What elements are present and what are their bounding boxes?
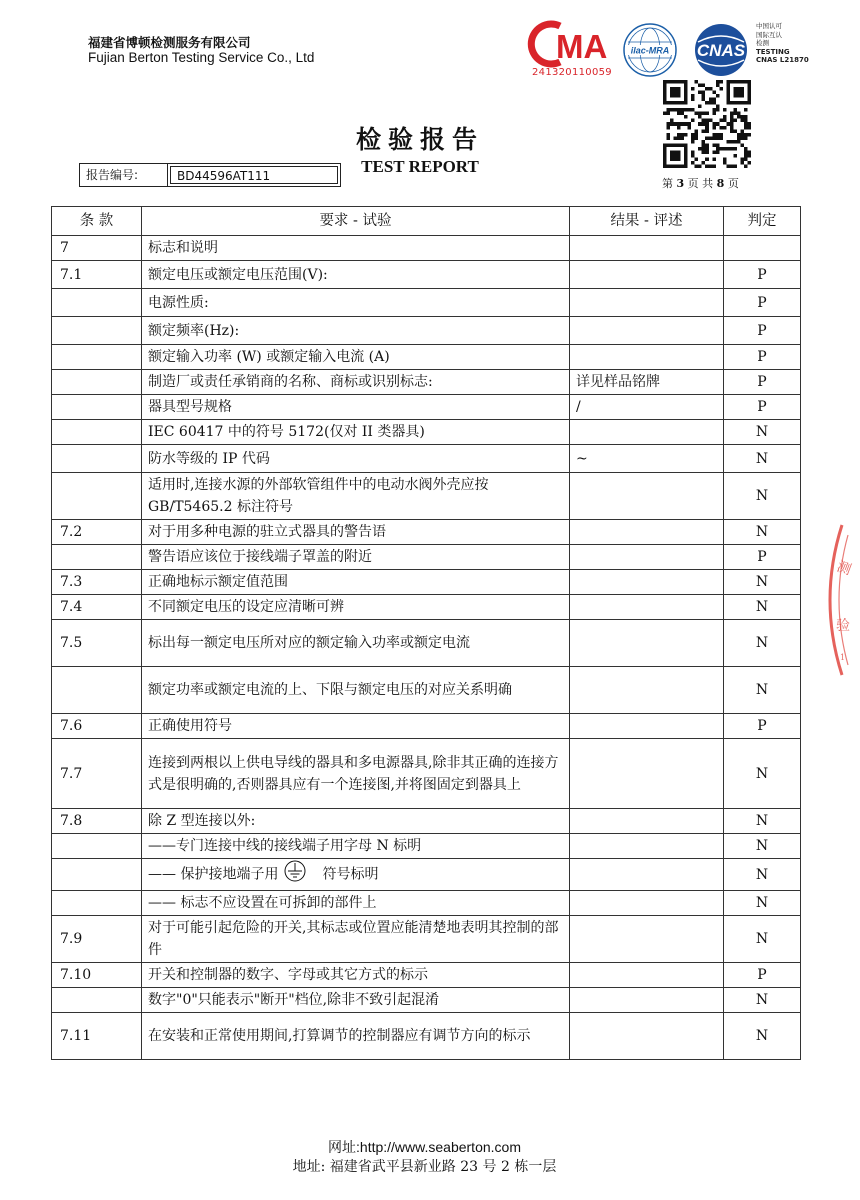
result-cell: [570, 595, 724, 620]
report-number-box: [79, 163, 341, 187]
requirement-cell: 额定频率(Hz):: [142, 317, 570, 345]
requirement-cell: 防水等级的 IP 代码: [142, 445, 570, 473]
clause-cell: 7.1: [52, 261, 142, 289]
protective-earth-icon: [284, 860, 306, 889]
table-row: [52, 317, 801, 345]
clause-cell: [52, 859, 142, 891]
cnas-accreditation-text: 中国认可 国际互认 检测 TESTING CNAS L21870: [756, 22, 809, 65]
clause-cell: [52, 667, 142, 714]
clause-cell: [52, 445, 142, 473]
result-cell: [570, 345, 724, 370]
clause-cell: [52, 473, 142, 520]
svg-text:MA: MA: [556, 28, 608, 65]
header-requirement: 要求 - 试验: [142, 207, 570, 236]
table-row: [52, 420, 801, 445]
requirement-cell: 正确使用符号: [142, 714, 570, 739]
result-cell: [570, 620, 724, 667]
requirement-cell: 电源性质:: [142, 289, 570, 317]
verdict-cell: [724, 236, 801, 261]
table-row: [52, 370, 801, 395]
svg-text:CNAS: CNAS: [696, 41, 746, 60]
svg-text:1: 1: [840, 653, 846, 662]
clause-cell: [52, 891, 142, 916]
report-number-label: 报告编号:: [80, 164, 168, 186]
ilac-mra-logo: [622, 22, 678, 82]
table-row: [52, 473, 801, 520]
header-clause: 条 款: [52, 207, 142, 236]
requirement-cell: 额定输入功率 (W) 或额定输入电流 (A): [142, 345, 570, 370]
clause-cell: [52, 370, 142, 395]
table-row: [52, 739, 801, 809]
clause-cell: [52, 420, 142, 445]
verdict-cell: N: [724, 891, 801, 916]
requirement-cell: 对于可能引起危险的开关,其标志或位置应能清楚地表明其控制的部件: [142, 916, 570, 963]
clause-cell: 7.8: [52, 809, 142, 834]
result-cell: ~: [570, 445, 724, 473]
verdict-cell: N: [724, 859, 801, 891]
requirement-cell: [142, 859, 570, 891]
table-row: [52, 289, 801, 317]
table-row: [52, 1013, 801, 1060]
clause-cell: 7.7: [52, 739, 142, 809]
requirement-text-post: 符号标明: [322, 866, 379, 883]
verdict-cell: N: [724, 473, 801, 520]
test-results-table: [51, 206, 801, 1060]
requirement-cell: 器具型号规格: [142, 395, 570, 420]
verdict-cell: N: [724, 916, 801, 963]
verdict-cell: P: [724, 317, 801, 345]
table-row: [52, 545, 801, 570]
requirement-cell: 在安装和正常使用期间,打算调节的控制器应有调节方向的标示: [142, 1013, 570, 1060]
requirement-cell: 连接到两根以上供电导线的器具和多电源器具,除非其正确的连接方式是很明确的,否则器具应有一个连接图,并将图固定到器具上: [142, 739, 570, 809]
verdict-cell: N: [724, 834, 801, 859]
table-row: [52, 834, 801, 859]
result-cell: [570, 473, 724, 520]
requirement-text-pre: —— 保护接地端子用: [148, 866, 279, 883]
clause-cell: 7.9: [52, 916, 142, 963]
page-total: 8: [716, 177, 725, 190]
verdict-cell: N: [724, 667, 801, 714]
verdict-cell: P: [724, 345, 801, 370]
verdict-cell: N: [724, 520, 801, 545]
table-row: [52, 667, 801, 714]
page-footer: [0, 1137, 849, 1177]
svg-text:验: 验: [836, 618, 850, 634]
table-row: [52, 620, 801, 667]
accreditation-logos: [530, 20, 810, 82]
table-row: [52, 988, 801, 1013]
result-cell: [570, 809, 724, 834]
result-cell: [570, 988, 724, 1013]
table-row: [52, 595, 801, 620]
qr-code: [662, 80, 752, 168]
verdict-cell: P: [724, 545, 801, 570]
table-row: [52, 236, 801, 261]
cma-number: 241320110059: [532, 67, 612, 78]
result-cell: [570, 520, 724, 545]
clause-cell: [52, 289, 142, 317]
svg-text:ilac-MRA: ilac-MRA: [630, 45, 670, 56]
header-verdict: 判定: [724, 207, 801, 236]
clause-cell: [52, 988, 142, 1013]
verdict-cell: P: [724, 395, 801, 420]
table-row: [52, 261, 801, 289]
svg-text:测: 测: [834, 558, 854, 579]
report-title-en: TEST REPORT: [361, 157, 479, 176]
clause-cell: 7.11: [52, 1013, 142, 1060]
result-cell: [570, 963, 724, 988]
result-cell: /: [570, 395, 724, 420]
result-cell: [570, 1013, 724, 1060]
table-row: [52, 520, 801, 545]
result-cell: [570, 420, 724, 445]
footer-website: 网址:http://www.seaberton.com: [328, 1139, 521, 1155]
footer-address: 地址: 福建省武平县新业路 23 号 2 栋一层: [292, 1159, 557, 1175]
clause-cell: 7.6: [52, 714, 142, 739]
result-cell: [570, 739, 724, 809]
result-cell: [570, 714, 724, 739]
company-name-en: Fujian Berton Testing Service Co., Ltd: [88, 50, 315, 66]
clause-cell: [52, 395, 142, 420]
table-header-row: [52, 207, 801, 236]
result-cell: [570, 545, 724, 570]
verdict-cell: N: [724, 1013, 801, 1060]
verdict-cell: P: [724, 714, 801, 739]
result-cell: [570, 317, 724, 345]
verdict-cell: N: [724, 420, 801, 445]
verdict-cell: N: [724, 809, 801, 834]
requirement-cell: 标志和说明: [142, 236, 570, 261]
table-row: [52, 859, 801, 891]
result-cell: [570, 667, 724, 714]
requirement-cell: IEC 60417 中的符号 5172(仅对 II 类器具): [142, 420, 570, 445]
page-number: 第 3 页 共 8 页: [662, 177, 739, 190]
result-cell: [570, 859, 724, 891]
requirement-cell: 额定功率或额定电流的上、下限与额定电压的对应关系明确: [142, 667, 570, 714]
requirement-cell: 制造厂或责任承销商的名称、商标或识别标志:: [142, 370, 570, 395]
requirement-cell: 警告语应该位于接线端子罩盖的附近: [142, 545, 570, 570]
result-cell: [570, 891, 724, 916]
verdict-cell: N: [724, 620, 801, 667]
clause-cell: [52, 345, 142, 370]
clause-cell: [52, 834, 142, 859]
clause-cell: [52, 317, 142, 345]
table-row: [52, 395, 801, 420]
result-cell: [570, 570, 724, 595]
result-cell: [570, 261, 724, 289]
table-row: [52, 714, 801, 739]
table-row: [52, 916, 801, 963]
inspection-seal-stamp: [820, 520, 860, 680]
clause-cell: 7: [52, 236, 142, 261]
table-row: [52, 570, 801, 595]
table-row: [52, 891, 801, 916]
requirement-cell: 标出每一额定电压所对应的额定输入功率或额定电流: [142, 620, 570, 667]
requirement-cell: —— 标志不应设置在可拆卸的部件上: [142, 891, 570, 916]
result-cell: [570, 289, 724, 317]
cma-logo: [530, 20, 614, 80]
clause-cell: [52, 545, 142, 570]
requirement-cell: 正确地标示额定值范围: [142, 570, 570, 595]
clause-cell: 7.10: [52, 963, 142, 988]
clause-cell: 7.4: [52, 595, 142, 620]
header-result: 结果 - 评述: [570, 207, 724, 236]
verdict-cell: P: [724, 963, 801, 988]
clause-cell: 7.3: [52, 570, 142, 595]
verdict-cell: P: [724, 261, 801, 289]
table-row: [52, 963, 801, 988]
table-row: [52, 445, 801, 473]
verdict-cell: N: [724, 988, 801, 1013]
verdict-cell: N: [724, 739, 801, 809]
table-row: [52, 809, 801, 834]
page-current: 3: [676, 177, 685, 190]
requirement-cell: 不同额定电压的设定应清晰可辨: [142, 595, 570, 620]
requirement-cell: ——专门连接中线的接线端子用字母 N 标明: [142, 834, 570, 859]
report-title-cn: 检验报告: [355, 125, 484, 154]
report-number-value: BD44596AT111: [170, 166, 338, 184]
result-cell: [570, 834, 724, 859]
verdict-cell: N: [724, 445, 801, 473]
clause-cell: 7.5: [52, 620, 142, 667]
cma-logo-graphic: [530, 20, 614, 68]
cnas-logo: [690, 22, 752, 82]
verdict-cell: N: [724, 570, 801, 595]
company-block: [88, 36, 314, 66]
verdict-cell: P: [724, 370, 801, 395]
result-cell: 详见样品铭牌: [570, 370, 724, 395]
requirement-cell: 开关和控制器的数字、字母或其它方式的标示: [142, 963, 570, 988]
result-cell: [570, 916, 724, 963]
requirement-cell: 额定电压或额定电压范围(V):: [142, 261, 570, 289]
company-name-cn: 福建省博顿检测服务有限公司: [88, 35, 251, 50]
verdict-cell: N: [724, 595, 801, 620]
requirement-cell: 数字"0"只能表示"断开"档位,除非不致引起混淆: [142, 988, 570, 1013]
table-row: [52, 345, 801, 370]
requirement-cell: 适用时,连接水源的外部软管组件中的电动水阀外壳应按 GB/T5465.2 标注符号: [142, 473, 570, 520]
requirement-cell: 除 Z 型连接以外:: [142, 809, 570, 834]
result-cell: [570, 236, 724, 261]
verdict-cell: P: [724, 289, 801, 317]
clause-cell: 7.2: [52, 520, 142, 545]
requirement-cell: 对于用多种电源的驻立式器具的警告语: [142, 520, 570, 545]
